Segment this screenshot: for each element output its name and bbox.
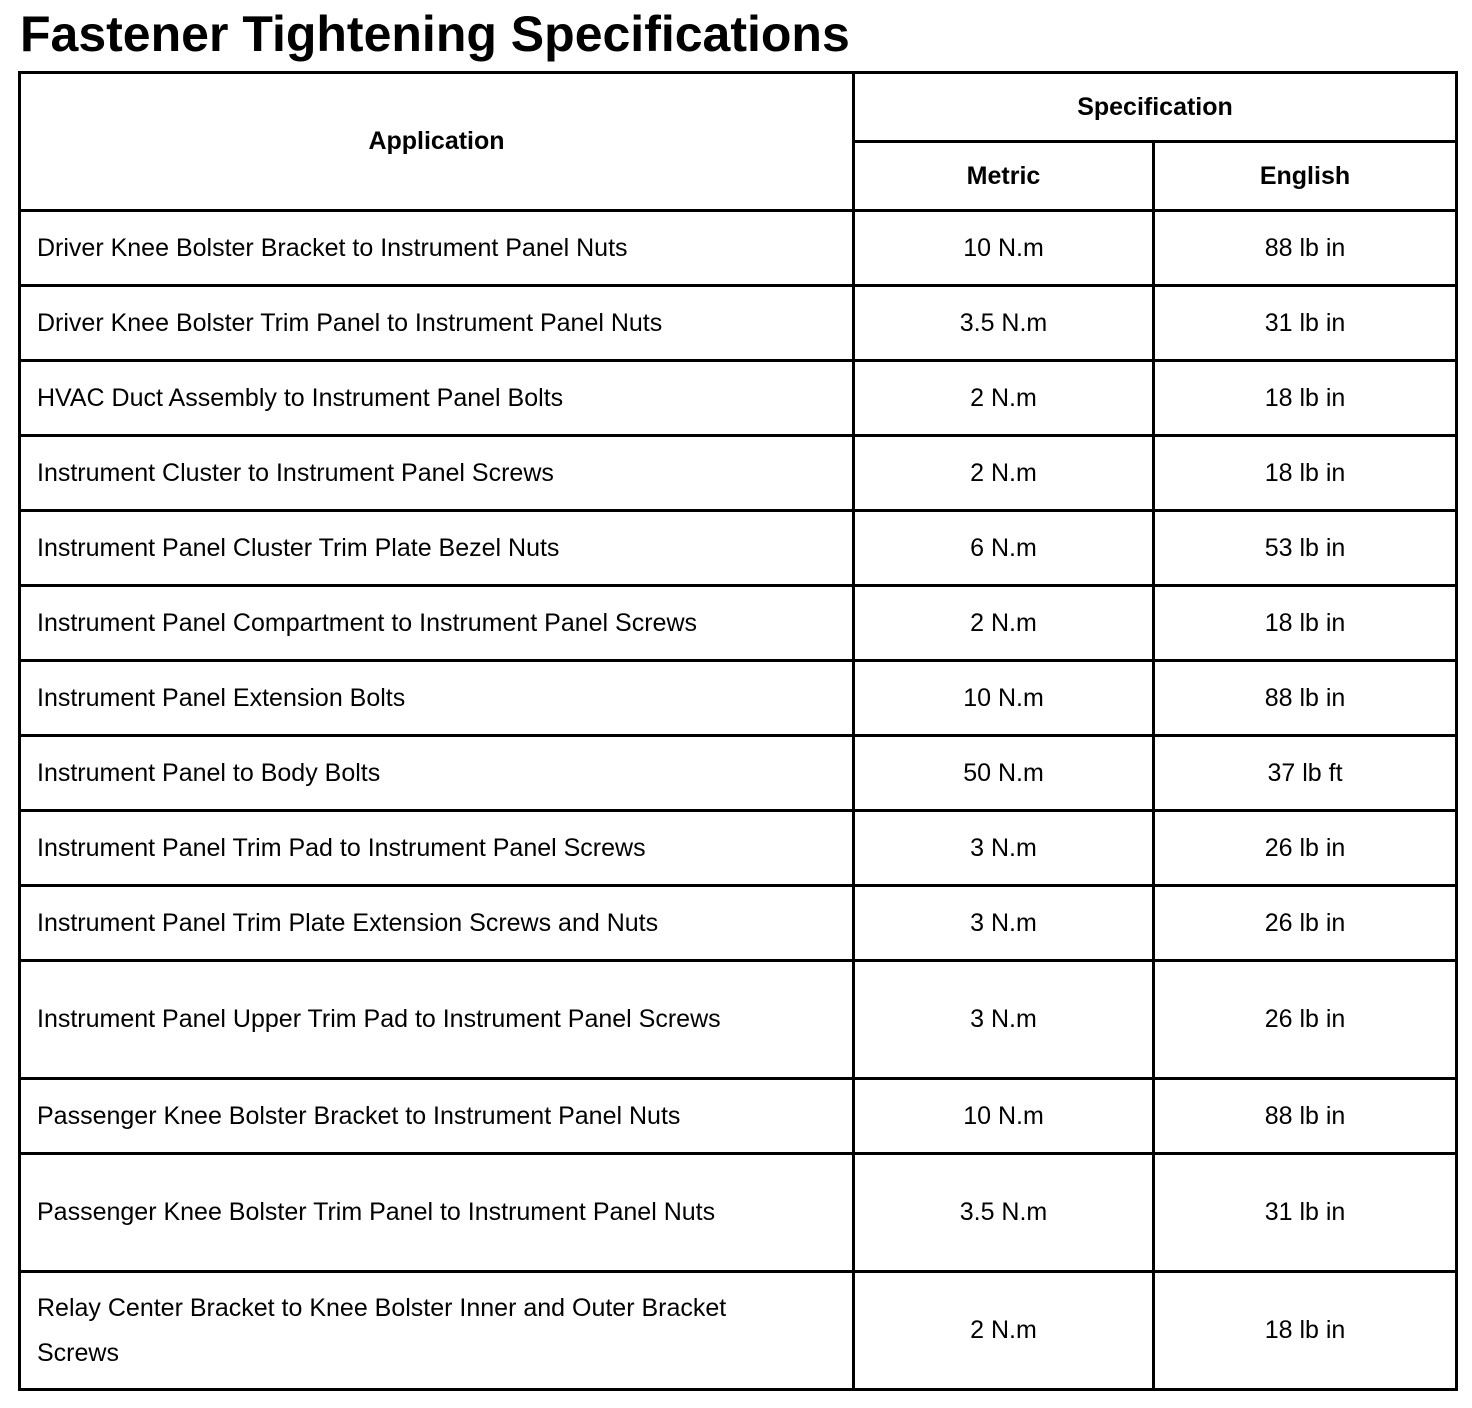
- table-row: [20, 961, 1457, 1079]
- header-row-top: [20, 73, 1457, 142]
- metric-cell: 10 N.m: [854, 661, 1154, 736]
- page-title: Fastener Tightening Specifications: [20, 6, 850, 62]
- application-cell: Instrument Panel to Body Bolts: [20, 736, 854, 811]
- english-cell: 88 lb in: [1154, 661, 1457, 736]
- application-cell: Passenger Knee Bolster Trim Panel to Instrument Panel Nuts: [20, 1154, 854, 1272]
- application-cell: Instrument Panel Compartment to Instrument Panel Screws: [20, 586, 854, 661]
- application-cell: Instrument Cluster to Instrument Panel Screws: [20, 436, 854, 511]
- metric-cell: 10 N.m: [854, 1079, 1154, 1154]
- english-cell: 37 lb ft: [1154, 736, 1457, 811]
- metric-cell: 2 N.m: [854, 436, 1154, 511]
- table-row: [20, 1272, 1457, 1390]
- application-cell: Instrument Panel Upper Trim Pad to Instrument Panel Screws: [20, 961, 854, 1079]
- table-row: [20, 661, 1457, 736]
- metric-cell: 3.5 N.m: [854, 1154, 1154, 1272]
- metric-cell: 6 N.m: [854, 511, 1154, 586]
- table-row: [20, 1079, 1457, 1154]
- application-cell: Driver Knee Bolster Trim Panel to Instrument Panel Nuts: [20, 286, 854, 361]
- application-cell: Driver Knee Bolster Bracket to Instrument Panel Nuts: [20, 211, 854, 286]
- table-body: [20, 211, 1457, 1390]
- metric-cell: 3.5 N.m: [854, 286, 1154, 361]
- metric-cell: 3 N.m: [854, 811, 1154, 886]
- application-cell: Passenger Knee Bolster Bracket to Instrument Panel Nuts: [20, 1079, 854, 1154]
- metric-cell: 3 N.m: [854, 961, 1154, 1079]
- table-row: [20, 1154, 1457, 1272]
- metric-cell: 10 N.m: [854, 211, 1154, 286]
- header-english: English: [1154, 142, 1457, 211]
- application-cell: Instrument Panel Extension Bolts: [20, 661, 854, 736]
- table-header: [20, 73, 1457, 211]
- table-row: [20, 511, 1457, 586]
- metric-cell: 2 N.m: [854, 586, 1154, 661]
- application-cell: Instrument Panel Trim Plate Extension Screws and Nuts: [20, 886, 854, 961]
- english-cell: 88 lb in: [1154, 1079, 1457, 1154]
- table-row: [20, 286, 1457, 361]
- table-row: [20, 886, 1457, 961]
- english-cell: 26 lb in: [1154, 961, 1457, 1079]
- table-row: [20, 811, 1457, 886]
- metric-cell: 2 N.m: [854, 1272, 1154, 1390]
- english-cell: 18 lb in: [1154, 361, 1457, 436]
- english-cell: 18 lb in: [1154, 1272, 1457, 1390]
- english-cell: 88 lb in: [1154, 211, 1457, 286]
- english-cell: 18 lb in: [1154, 586, 1457, 661]
- application-cell: Instrument Panel Trim Pad to Instrument Panel Screws: [20, 811, 854, 886]
- fastener-spec-table: [18, 71, 1458, 1391]
- english-cell: 18 lb in: [1154, 436, 1457, 511]
- application-cell: Instrument Panel Cluster Trim Plate Bezel Nuts: [20, 511, 854, 586]
- table-row: [20, 586, 1457, 661]
- table-row: [20, 736, 1457, 811]
- english-cell: 26 lb in: [1154, 886, 1457, 961]
- english-cell: 26 lb in: [1154, 811, 1457, 886]
- english-cell: 31 lb in: [1154, 1154, 1457, 1272]
- metric-cell: 2 N.m: [854, 361, 1154, 436]
- application-cell: Relay Center Bracket to Knee Bolster Inner and Outer Bracket Screws: [20, 1272, 854, 1390]
- application-cell: HVAC Duct Assembly to Instrument Panel Bolts: [20, 361, 854, 436]
- metric-cell: 3 N.m: [854, 886, 1154, 961]
- header-specification: Specification: [854, 73, 1457, 142]
- english-cell: 31 lb in: [1154, 286, 1457, 361]
- table-row: [20, 436, 1457, 511]
- english-cell: 53 lb in: [1154, 511, 1457, 586]
- header-application: Application: [20, 73, 854, 211]
- table-row: [20, 361, 1457, 436]
- metric-cell: 50 N.m: [854, 736, 1154, 811]
- header-metric: Metric: [854, 142, 1154, 211]
- table-row: [20, 211, 1457, 286]
